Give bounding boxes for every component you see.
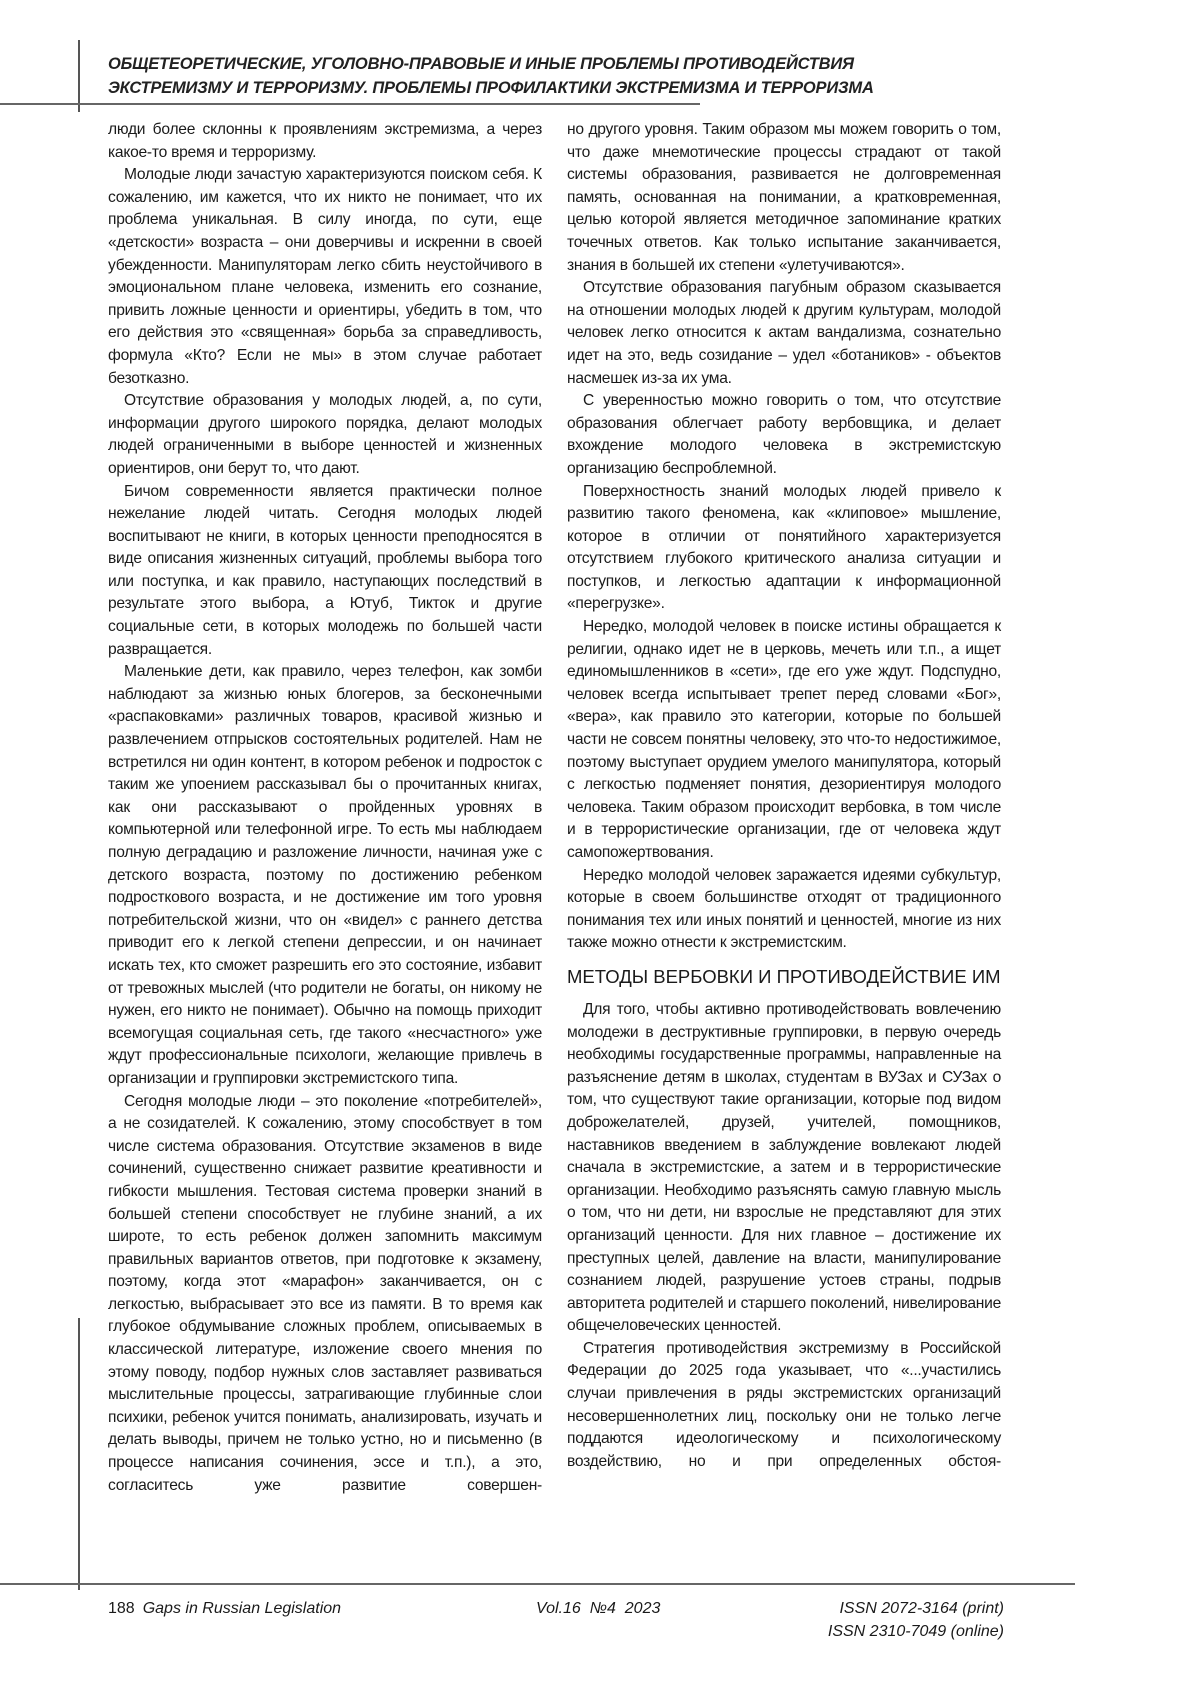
section-heading: МЕТОДЫ ВЕРБОВКИ И ПРОТИВОДЕЙСТВИЕ ИМ xyxy=(567,965,1001,987)
journal-name: Gaps in Russian Legislation xyxy=(142,1600,342,1617)
footer-rule xyxy=(0,1583,1075,1585)
right-column xyxy=(567,119,1001,1473)
paragraph: Отсутствие образования пагубным образом сказывается на отношении молодых людей к другим культурам, молодой человек легко относится к актам вандализма, сознательно идет на это, ведь созидание – удел «ботаников» - объектов насмешек из-за их ума. xyxy=(567,279,1001,387)
paragraph: Нередко, молодой человек в поиске истины обращается к религии, однако идет не в церковь, мечеть или т.п., а ищет единомышленников в «сети», где его уже ждут. Подспудно, человек всегда испытывает трепет перед словами «Бог», «вера», как правило это категории, которые по большей части не совсем понятны человеку, это что-то недостижимое, поэтому выступает орудием умелого манипулятора, который с легкостью подменяет понятия, дезориентируя молодого человека. Таким образом происходит вербовка, в том числе и в террористические организации, где от человека ждут самопожертвования. xyxy=(567,618,1001,861)
volume-issue: Vol.16 №4 2023 xyxy=(536,1600,661,1617)
paragraph: но другого уровня. Таким образом мы можем говорить о том, что даже мнемотические процессы страдают от такой системы образования, развивается не долговременная память, основанная на понимании, а кратковременная, целью которой является методичное запоминание кратких точечных ответов. Как только испытание заканчивается, знания в большей их степени «улетучиваются». xyxy=(567,121,1001,274)
paragraph: Молодые люди зачастую характеризуются поиском себя. К сожалению, им кажется, что их никто не понимает, что их проблема уникальная. В силу иногда, по сути, еще «детскости» возраста – они доверчивы и искренни в своей убежденности. Манипуляторам легко сбить неустойчивого в эмоциональном плане человека, изменить его сознание, привить ложные ценности и ориентиры, убедить в том, что его действия это «священная» борьба за справедливость, формула «Кто? Если не мы» в этом случае работает безотказно. xyxy=(108,166,542,387)
paragraph: С уверенностью можно говорить о том, что отсутствие образования облегчает работу вербовщика, и делает вхождение молодого человека в экстремистскую организацию беспроблемной. xyxy=(567,392,1001,477)
margin-rule-top xyxy=(78,40,80,112)
paragraph: Сегодня молодые люди – это поколение «потребителей», а не созидателей. К сожалению, этому способствует в том числе система образования. Отсутствие экзаменов в виде сочинений, существенно снижает развитие креативности и гибкости мышления. Тестовая система проверки знаний в большей степени способствует не глубине знаний, а их широте, то есть ребенок должен запомнить максимум правильных вариантов ответов, при подготовке к экзамену, поэтому, когда этот «марафон» заканчивается, он с легкостью, выбрасывает это все из памяти. В то время как глубокое обдумывание сложных проблем, описываемых в классической литературе, изложение своего мнения по этому поводу, подбор нужных слов заставляет развиваться мыслительные процессы, затрагивающие глубинные слои психики, ребенок учится понимать, анализировать, изучать и делать выводы, причем не только устно, но и письменно (в процессе написания сочинения, эссе и т.п.), а это, согласитесь уже развитие совершен- xyxy=(108,1092,542,1494)
paragraph: Нередко молодой человек заражается идеями субкультур, которые в своем большинстве отходят от традиционного понимания тех или иных понятий и ценностей, многие из них также можно отнести к экстремистским. xyxy=(567,866,1001,952)
running-header xyxy=(108,52,1008,100)
paragraph: Стратегия противодействия экстремизму в Российской Федерации до 2025 года указывает, что «...участились случаи привлечения в ряды экстремистских организаций несовершеннолетних лиц, поскольку они не только легче поддаются идеологическому и психологическому воздействию, но и при определенных обстоя- xyxy=(567,1339,1001,1470)
paragraph: люди более склонны к проявлениям экстремизма, а через какое-то время и терроризму. xyxy=(108,121,542,161)
paragraph: Маленькие дети, как правило, через телефон, как зомби наблюдают за жизнью юных блогеров, за бесконечными «распаковками» различных товаров, красивой жизнью и развлечением отпрысков состоятельных родителей. Нам не встретился ни один контент, в котором ребенок и подросток с таким же упоением рассказывал бы о прочитанных книгах, как они рассказывают о пройденных уровнях в компьютерной или телефонной игре. То есть мы наблюдаем полную деградацию и разложение личности, начиная уже с детского возраста, поэтому по достижению ребенком подросткового возраста, и не достижение им того уровня потребительской жизни, что он «видел» с раннего детства приводит его к легкой степени депрессии, и он начинает искать тех, кто сможет разрешить его это состояние, избавит от тревожных мыслей (что родители не богаты, он никому не нужен, его никто не понимает). Обычно на помощь приходит всемогущая социальная сеть, где такого «несчастного» уже ждут профессиональные психологи, желающие привлечь в организации и группировки экстремистского типа. xyxy=(108,663,542,1087)
paragraph: Отсутствие образования у молодых людей, а, по сути, информации другого широкого порядка, делают молодых людей ограниченными в выборе ценностей и жизненных ориентиров, они берут то, что дают. xyxy=(108,392,542,477)
header-line-1: ОБЩЕТЕОРЕТИЧЕСКИЕ, УГОЛОВНО-ПРАВОВЫЕ И ИНЫЕ ПРОБЛЕМЫ ПРОТИВОДЕЙСТВИЯ xyxy=(108,55,854,73)
paragraph: Для того, чтобы активно противодействовать вовлечению молодежи в деструктивные группировки, в первую очередь необходимы государственные программы, направленные на разъяснение детям в школах, студентам в ВУЗах и СУЗах о том, что существуют такие организации, которые под видом доброжелателей, друзей, учителей, помощников, наставников введением в заблуждение вовлекают людей сначала в экстремистские, а затем и в террористические организации. Необходимо разъяснять самую главную мысль о том, что ни дети, ни взрослые не представляют для этих организаций ценности. Для них главное – достижение их преступных целей, давление на власти, манипулирование сознанием людей, разрушение устоев страны, подрыв авторитета родителей и старшего поколений, нивелирование общечеловеческих ценностей. xyxy=(567,1000,1001,1335)
paragraph: Бичом современности является практически полное нежелание людей читать. Сегодня молодых людей воспитывают не книги, в которых ценности преподносятся в виде описания жизненных ситуаций, проблемы выбора того или поступка, и как правило, наступающих последствий в результате этого выбора, а Ютуб, Тикток и другие социальные сети, в которых молодежь по большей части развращается. xyxy=(108,482,542,658)
issn-online: ISSN 2310-7049 (online) xyxy=(827,1623,1004,1640)
header-line-2: ЭКСТРЕМИЗМУ И ТЕРРОРИЗМУ. ПРОБЛЕМЫ ПРОФИЛАКТИКИ ЭКСТРЕМИЗМА И ТЕРРОРИЗМА xyxy=(108,79,874,97)
issn-print: ISSN 2072-3164 (print) xyxy=(839,1600,1004,1617)
paragraph: Поверхностность знаний молодых людей привело к развитию такого феномена, как «клиповое» мышление, которое в отличии от понятийного характеризуется отсутствием глубокого критического анализа ситуации и поступков, и легкостью адаптации к информационной «перегрузке». xyxy=(567,482,1001,613)
left-column xyxy=(108,119,542,1497)
margin-rule-bottom xyxy=(78,1318,80,1590)
header-rule xyxy=(0,103,700,105)
page-number: 188 xyxy=(108,1600,135,1617)
